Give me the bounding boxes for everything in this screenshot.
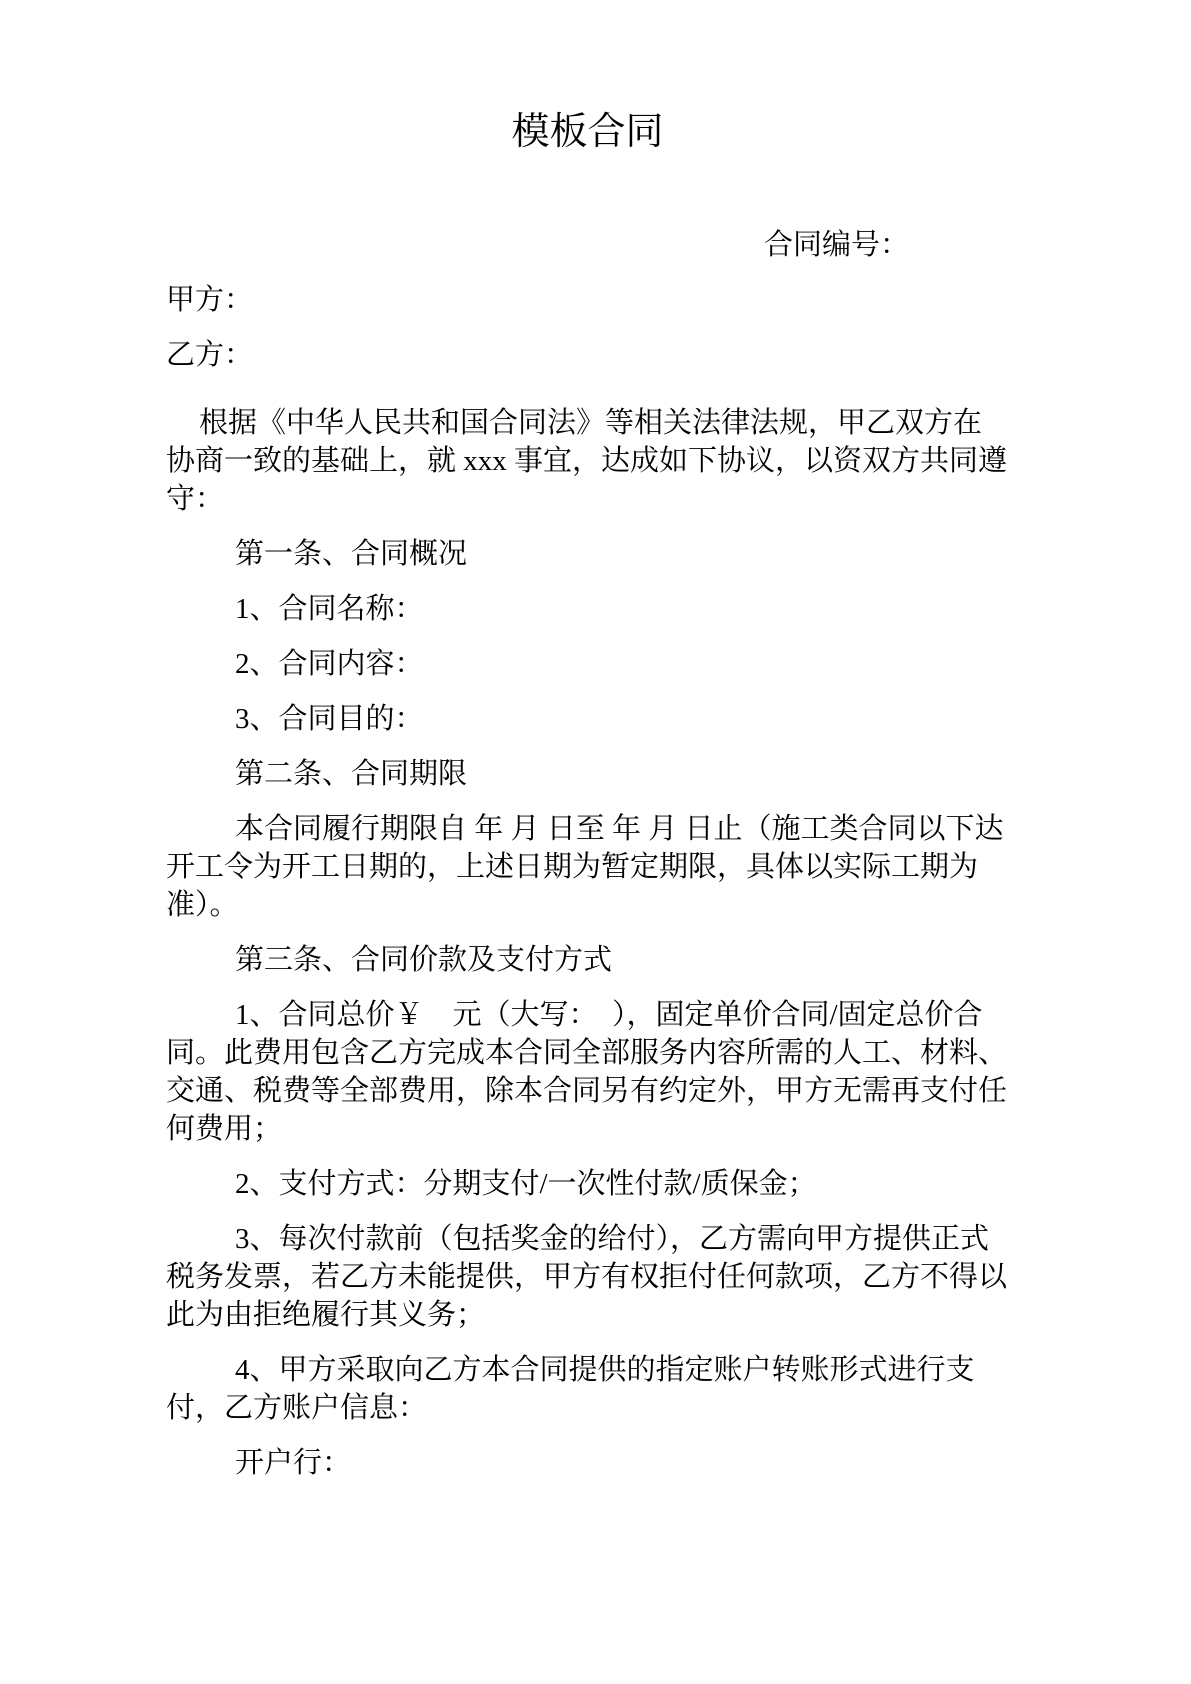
- preamble-paragraph: 根据《中华人民共和国合同法》等相关法律法规，甲乙双方在协商一致的基础上，就 xxx 事宜，达成如下协议，以资双方共同遵守：: [166, 407, 1008, 515]
- party-b-line: 乙方：: [166, 339, 254, 371]
- article-1-item-contract-name: 1、合同名称：: [235, 593, 424, 625]
- contract-number-label: 合同编号：: [763, 229, 909, 261]
- article-3-heading: 第三条、合同价款及支付方式: [235, 944, 613, 976]
- article-1-heading: 第一条、合同概况: [235, 538, 468, 570]
- contract-title: 模板合同: [511, 111, 664, 153]
- article-3-item-invoice: 3、每次付款前（包括奖金的给付），乙方需向甲方提供正式税务发票，若乙方未能提供，甲方有权拒付任何款项，乙方不得以此为由拒绝履行其义务；: [166, 1223, 1008, 1331]
- article-1-item-contract-purpose: 3、合同目的：: [235, 703, 424, 735]
- article-2-heading: 第二条、合同期限: [235, 758, 468, 790]
- contract-document: [166, 0, 1009, 1482]
- article-3-item-total-price: 1、合同总价￥ 元（大写： ），固定单价合同/固定总价合同。此费用包含乙方完成本合同全部服务内容所需的人工、材料、交通、税费等全部费用，除本合同另有约定外，甲方无需再支付任何费用；: [166, 999, 1008, 1145]
- party-a-line: 甲方：: [166, 284, 254, 316]
- article-1-item-contract-content: 2、合同内容：: [235, 648, 424, 680]
- article-3-item-payment-method: 2、支付方式：分期支付/一次性付款/质保金；: [235, 1168, 817, 1200]
- article-2-term-paragraph: 本合同履行期限自 年 月 日至 年 月 日止（施工类合同以下达开工令为开工日期的，上述日期为暂定期限，具体以实际工期为准）。: [166, 813, 1004, 921]
- article-3-item-transfer: 4、甲方采取向乙方本合同提供的指定账户转账形式进行支付，乙方账户信息：: [166, 1354, 975, 1424]
- account-bank-line: 开户行：: [235, 1447, 352, 1479]
